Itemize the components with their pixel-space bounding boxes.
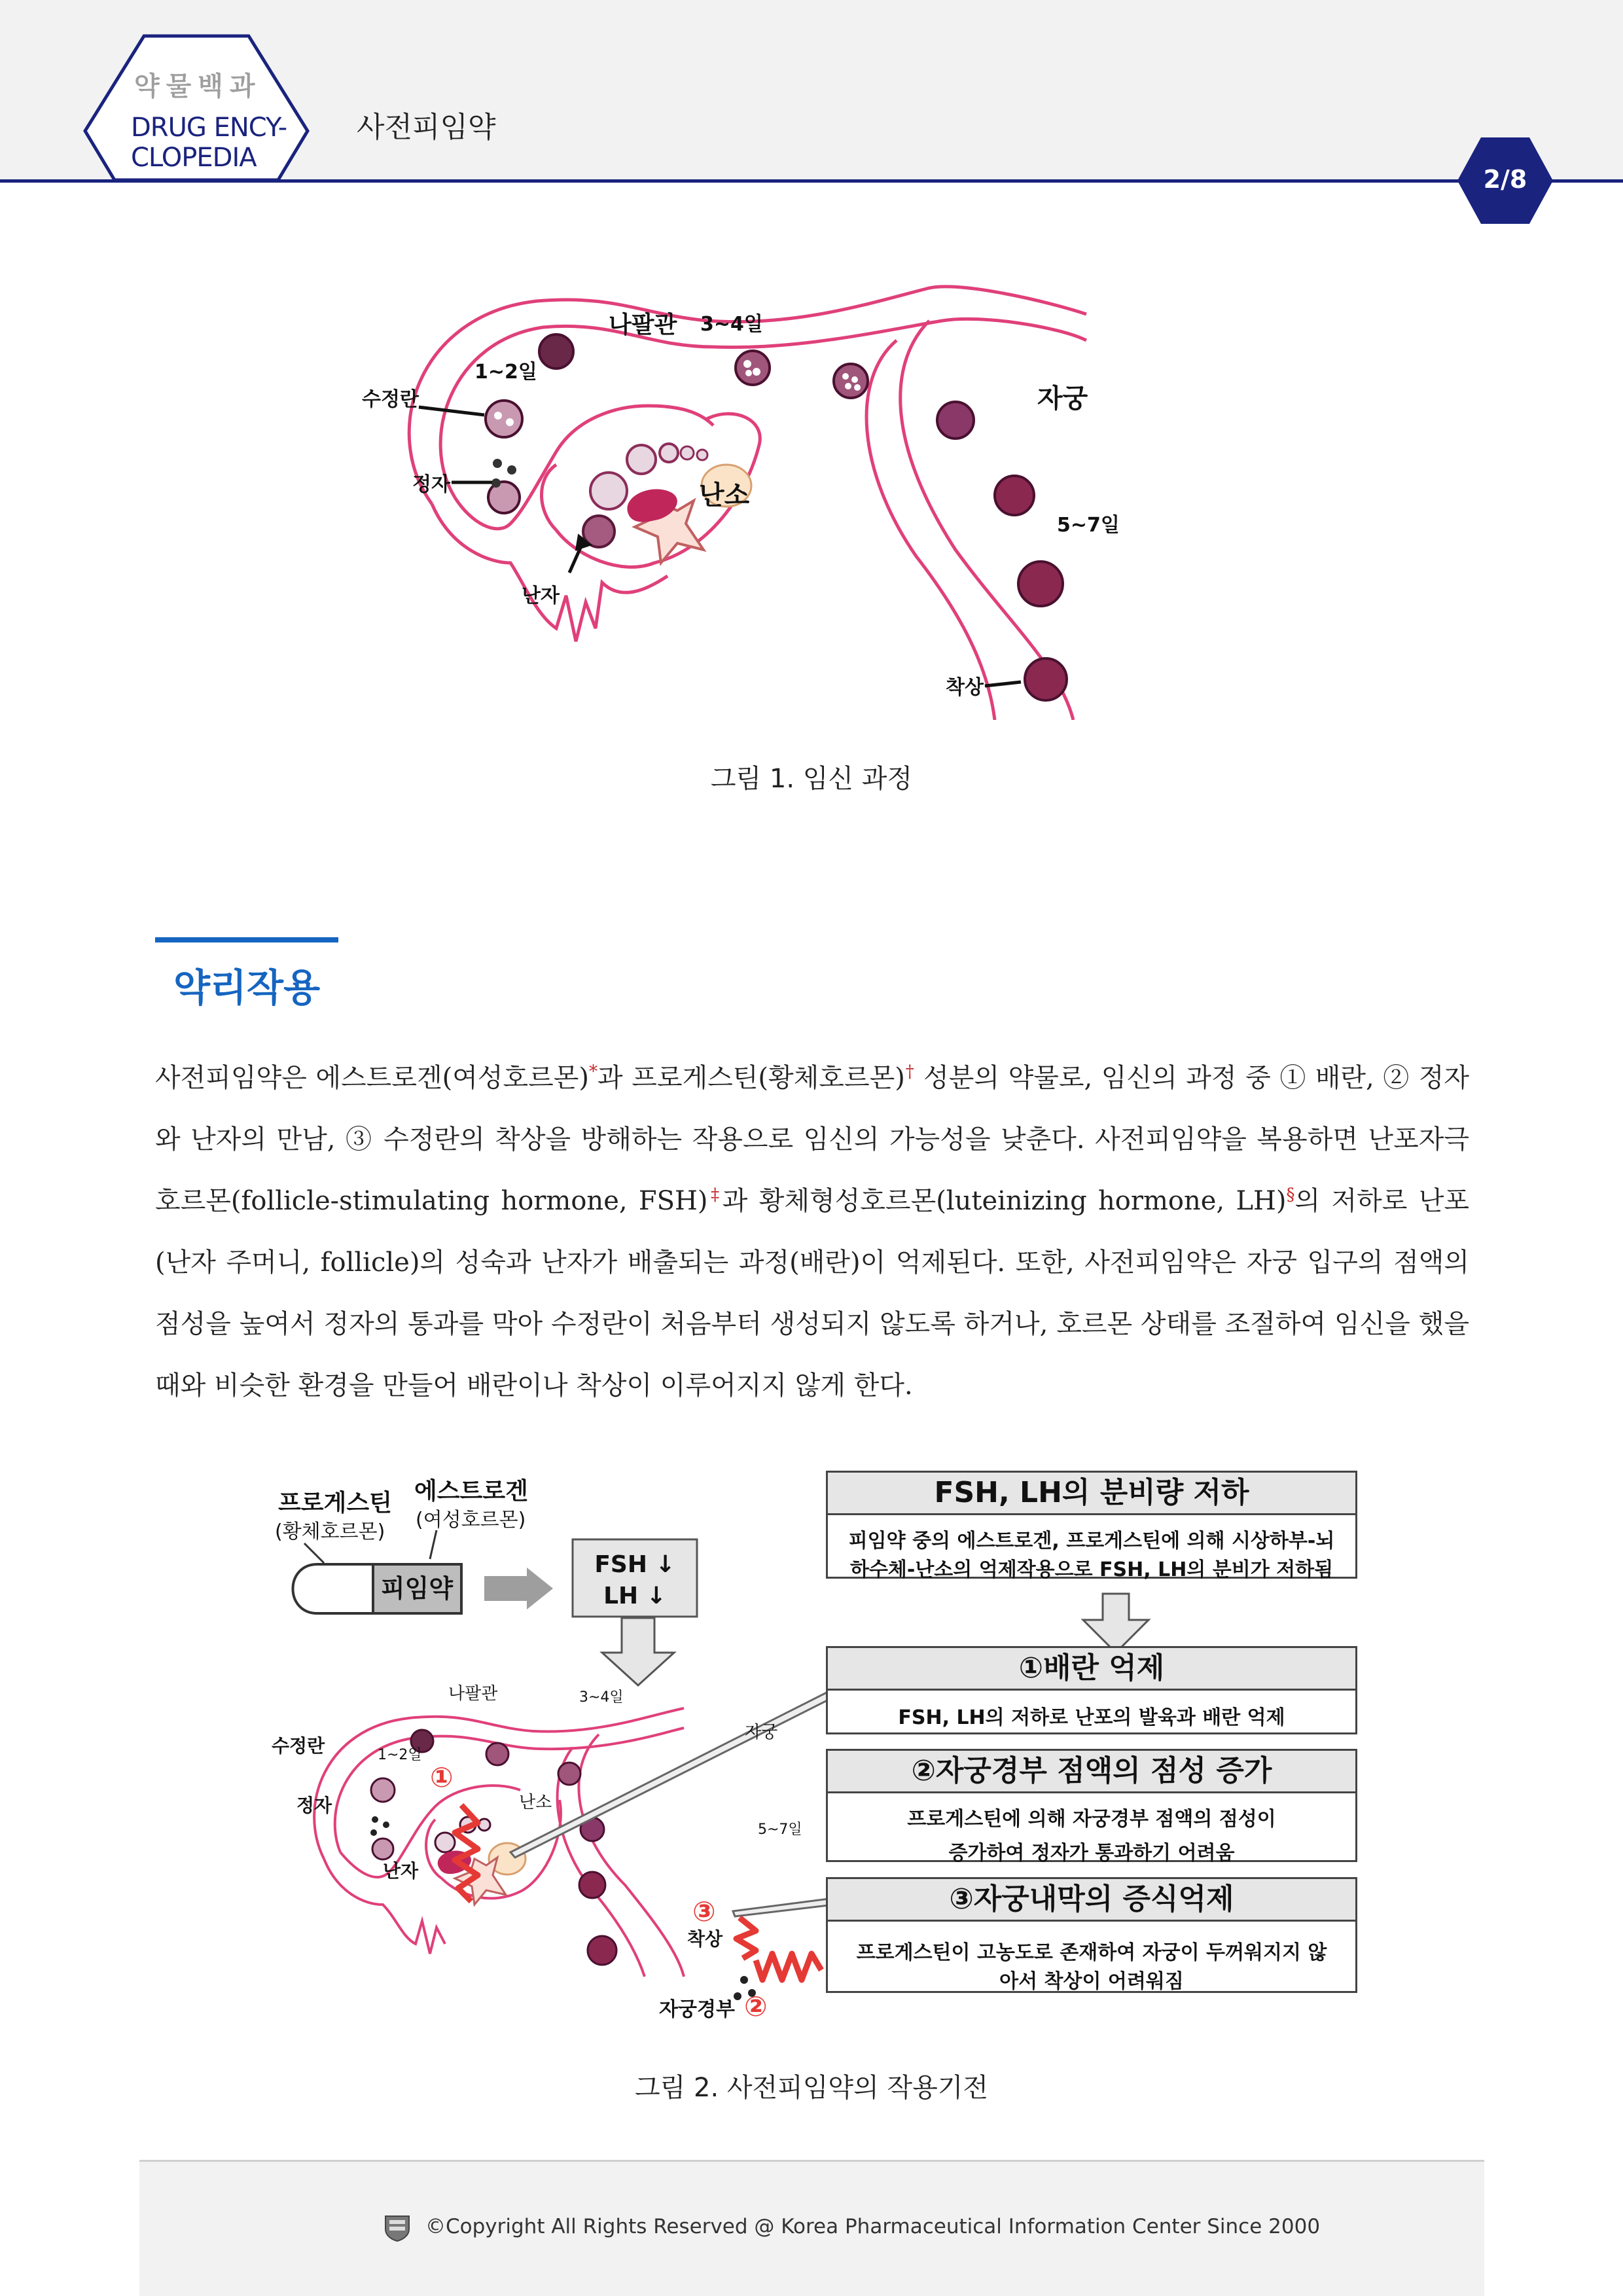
logo-korean-text: 약물백과	[134, 71, 262, 101]
box3-body	[826, 1920, 1357, 1993]
box3-title: ③자궁내막의 증식억제	[826, 1877, 1357, 1922]
box3-body-line2: 아서 착상이 어려워짐	[999, 1970, 1184, 1993]
label2-ovary: 난소	[519, 1793, 552, 1812]
box3-body-line1: 프로게스틴이 고농도로 존재하여 자궁이 두꺼워지지 않	[856, 1941, 1327, 1964]
logo-text-line1: DRUG ENCY-	[131, 113, 287, 143]
marker-3: ③	[692, 1895, 716, 1928]
label-sperm: 정자	[412, 473, 450, 496]
section-accent-bar	[155, 937, 338, 942]
label-tube: 나팔관	[609, 312, 677, 338]
label2-sperm: 정자	[296, 1795, 332, 1816]
label-egg: 난자	[522, 584, 560, 607]
figure2-caption: 그림 2. 사전피임약의 작용기전	[635, 2073, 988, 2103]
box2-body	[826, 1791, 1357, 1865]
section-title: 약리작용	[173, 965, 321, 1010]
figure1-caption: 그림 1. 임신 과정	[710, 764, 913, 794]
label2-tube: 나팔관	[448, 1684, 498, 1704]
box1-body	[826, 1689, 1357, 1734]
label-fsh: FSH ↓	[594, 1551, 675, 1578]
label-estrogen-sub: (여성호르몬)	[416, 1509, 526, 1532]
label-ovary: 난소	[699, 480, 750, 511]
label2-implant: 착상	[687, 1928, 723, 1950]
label-implant: 착상	[946, 676, 984, 699]
box2-title: ②자궁경부 점액의 점성 증가	[826, 1749, 1357, 1793]
box1-body-text: FSH, LH의 저하로 난포의 발육과 배란 억제	[898, 1706, 1285, 1729]
label-uterus: 자궁	[1037, 384, 1088, 414]
marker-1: ①	[430, 1761, 454, 1793]
label-pill: 피임약	[380, 1574, 454, 1603]
label-progestin: 프로게스틴	[278, 1490, 392, 1516]
marker-2: ②	[744, 1990, 768, 2022]
label2-day12: 1~2일	[378, 1747, 422, 1763]
box2-body-line1: 프로게스틴에 의해 자궁경부 점액의 점성이	[907, 1808, 1276, 1831]
label-day34: 3~4일	[700, 313, 763, 336]
box0-body-line2: 하수체-난소의 억제작용으로 FSH, LH의 분비가 저하됨	[849, 1558, 1334, 1581]
label-lh: LH ↓	[603, 1583, 666, 1609]
document-title: 사전피임약	[357, 111, 496, 144]
label2-uterus: 자궁	[745, 1723, 778, 1742]
label2-egg: 난자	[383, 1860, 419, 1882]
section-paragraph: 사전피임약은 에스트로겐(여성호르몬)*과 프로게스틴(황체호르몬)† 성분의 약물로, 임신의 과정 중 ① 배란, ② 정자와 난자의 만남, ③ 수정란의 착상을 방해하는 작용으로 임신의 가능성을 낮춘다. 사전피임약을 복용하면 난포자극호르몬(follicle-stimulating hormone, FSH)‡과 황체형성호르몬(luteinizing hormone, LH)§의 저하로 난포(난자 주머니, follicle)의 성숙과 난자가 배출되는 과정(배란)이 억제된다. 또한, 사전피임약은 자궁 입구의 점액의 점성을 높여서 정자의 통과를 막아 수정란이 처음부터 생성되지 않도록 하거나, 호르몬 상태를 조절하여 임신을 했을 때와 비슷한 환경을 만들어 배란이나 착상이 이루어지지 않게 한다.	[155, 1062, 1469, 1401]
page-number: 2/8	[1483, 165, 1527, 194]
label-day57: 5~7일	[1057, 514, 1120, 537]
label-estrogen: 에스트로겐	[414, 1478, 528, 1505]
label-progestin-sub: (황체호르몬)	[275, 1520, 385, 1543]
box0-title: FSH, LH의 분비량 저하	[826, 1471, 1357, 1515]
label-day12: 1~2일	[474, 361, 537, 384]
figure-pregnancy-process	[340, 275, 1152, 720]
label2-day57: 5~7일	[758, 1821, 802, 1838]
box0-body-line1: 피임약 중의 에스트로겐, 프로게스틴에 의해 시상하부-뇌	[848, 1530, 1335, 1552]
box0-body	[826, 1513, 1357, 1579]
box2-body-line2: 증가하여 정자가 통과하기 어려움	[948, 1842, 1235, 1865]
label2-day34: 3~4일	[579, 1689, 624, 1706]
copyright-text: ©Copyright All Rights Reserved @ Korea Pharmaceutical Information Center Since 2000	[425, 2215, 1321, 2238]
logo-text-line2: CLOPEDIA	[131, 143, 257, 173]
label2-zygote: 수정란	[272, 1735, 325, 1757]
box1-title: ①배란 억제	[826, 1646, 1357, 1691]
label-zygote: 수정란	[362, 388, 419, 411]
shield-icon	[383, 2214, 412, 2242]
label2-cervix: 자궁경부	[659, 1998, 735, 2021]
